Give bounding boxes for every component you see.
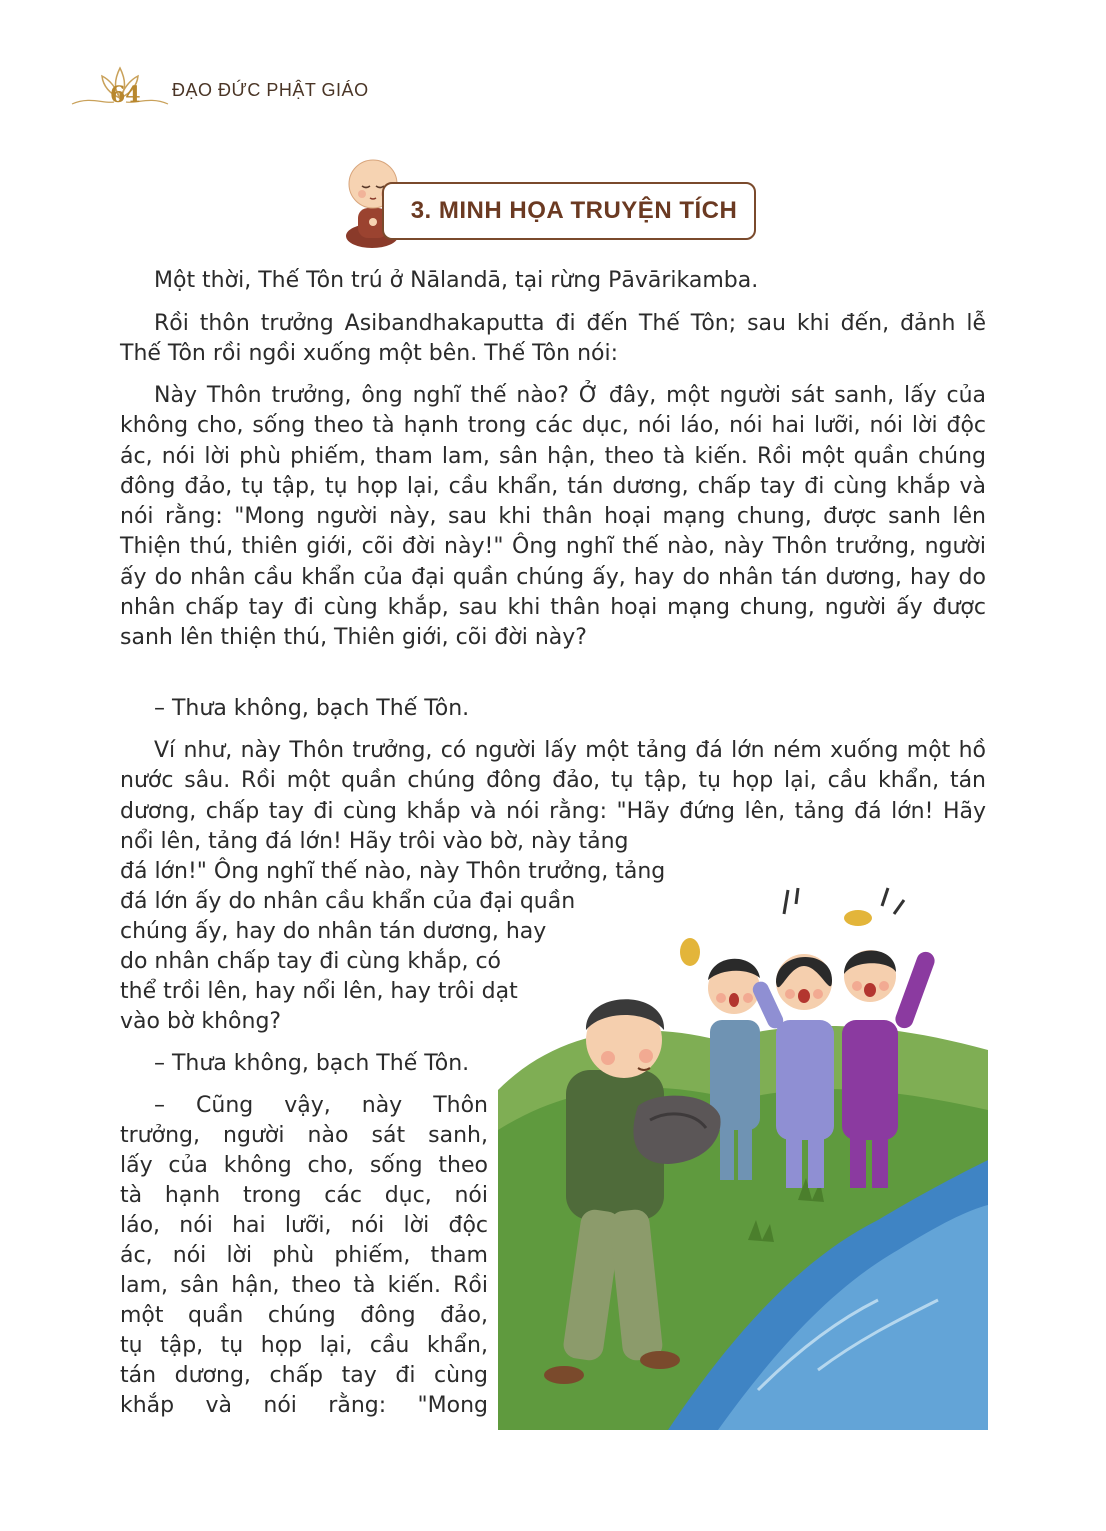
text-line: láo, nói hai lưỡi, nói lời độc	[120, 1213, 488, 1238]
text-line: đá lớn ấy do nhân cầu khẩn của đại quần	[120, 889, 576, 914]
section-title: 3. MINH HỌA TRUYỆN TÍCH	[410, 197, 738, 224]
paragraph-2: Rồi thôn trưởng Asibandhakaputta đi đến Thế Tôn; sau khi đến, đảnh lễ Thế Tôn rồi ngồi xuống một bên. Thế Tôn nói:	[120, 311, 986, 367]
text-line: thể trồi lên, hay nổi lên, hay trôi dạt	[120, 979, 518, 1004]
text-line: tụ tập, tụ họp lại, cầu khẩn,	[120, 1333, 488, 1358]
text-line: do nhân chấp tay đi cùng khắp, có	[120, 949, 502, 974]
book-title: ĐẠO ĐỨC PHẬT GIÁO	[172, 80, 369, 100]
paragraph-3: Này Thôn trưởng, ông nghĩ thế nào? Ở đây, một người sát sanh, lấy của không cho, sống theo tà hạnh trong các dục, nói láo, nói hai lưỡi, nói lời độc ác, nói lời phù phiếm, tham lam, sân hận, theo tà kiến. Rồi một quần chúng đông đảo, tụ tập, tụ họp lại, cầu khẩn, tán dương, chấp tay đi cùng khắp và nói rằng: "Mong người này, sau khi thân hoại mạng chung, được sanh lên Thiện thú, thiên giới, cõi đời này!" Ông nghĩ thế nào, này Thôn trưởng, người ấy do nhân cầu khẩn của đại quần chúng ấy, hay do nhân tán dương, hay do nhân chấp tay đi cùng khắp, sau khi thân hoại mạng chung, người ấy được sanh lên thiện thú, Thiên giới, cõi đời này?	[120, 383, 986, 651]
text-line: đá lớn!" Ông nghĩ thế nào, này Thôn trưởng, tảng	[120, 859, 666, 884]
text-line: – Cũng vậy, này Thôn	[154, 1093, 488, 1118]
page-number: 64	[110, 82, 141, 108]
text-line: ác, nói lời phù phiếm, tham	[120, 1243, 488, 1268]
paragraph-1: Một thời, Thế Tôn trú ở Nālandā, tại rừng Pāvārikamba.	[154, 268, 759, 293]
paragraph-5: Ví như, này Thôn trưởng, có người lấy một tảng đá lớn ném xuống một hồ nước sâu. Rồi một quần chúng đông đảo, tụ tập, tụ họp lại, cầu khẩn, tán dương, chấp tay đi cùng khắp và nói rằng: "Hãy đứng lên, tảng đá lớn! Hãy nổi lên, tảng đá lớn! Hãy trôi vào bờ, này tảng	[120, 738, 986, 854]
text-line: lam, sân hận, theo tà kiến. Rồi	[120, 1273, 488, 1298]
text-line: tà hạnh trong các dục, nói	[120, 1183, 488, 1208]
text-line: lấy của không cho, sống theo	[120, 1153, 488, 1178]
text-line: tán dương, chấp tay đi cùng	[120, 1363, 488, 1388]
text-line: khắp và nói rằng: "Mong	[120, 1393, 488, 1418]
paragraph-6: – Thưa không, bạch Thế Tôn.	[154, 1051, 470, 1076]
text-line: một quần chúng đông đảo,	[120, 1303, 488, 1328]
text-line: trưởng, người nào sát sanh,	[120, 1123, 488, 1148]
section-title-box	[382, 182, 756, 240]
paragraph-4: – Thưa không, bạch Thế Tôn.	[154, 696, 470, 721]
text-line: chúng ấy, hay do nhân tán dương, hay	[120, 919, 547, 944]
story-illustration	[498, 870, 988, 1430]
text-line: vào bờ không?	[120, 1009, 282, 1034]
page-header	[70, 60, 390, 120]
